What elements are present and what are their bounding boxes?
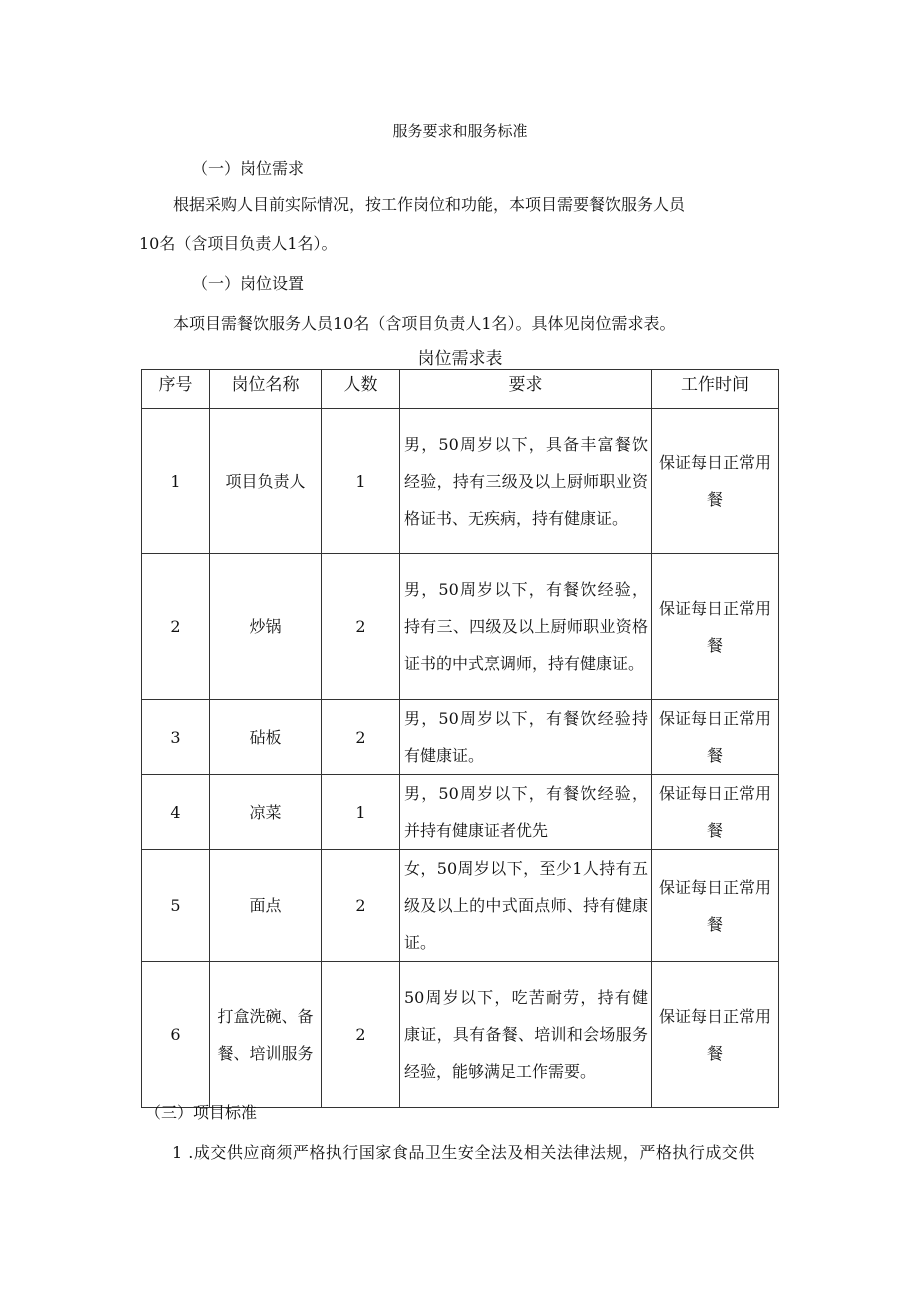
row-work-time: 保证每日正常用餐 [652,409,779,554]
header-work-time: 工作时间 [652,370,779,409]
table-row [142,554,779,700]
row-requirements: 男，50周岁以下，有餐饮经验，持有三、四级及以上厨师职业资格证书的中式烹调师，持有健康证。 [400,554,652,700]
row-position-name: 打盒洗碗、备餐、培训服务 [210,962,322,1108]
row-work-time: 保证每日正常用餐 [652,554,779,700]
row-position-name: 砧板 [210,700,322,775]
row-position-name: 凉菜 [210,775,322,850]
row-requirements: 男，50周岁以下，具备丰富餐饮经验，持有三级及以上厨师职业资格证书、无疾病，持有健康证。 [400,409,652,554]
row-position-name: 项目负责人 [210,409,322,554]
section1-paragraph-line1: 根据采购人目前实际情况，按工作岗位和功能，本项目需要餐饮服务人员 [173,195,686,214]
row-no: 1 [142,409,210,554]
section1-paragraph-line2: 10名（含项目负责人1名）。 [139,234,338,253]
table-row [142,409,779,554]
table-row [142,850,779,962]
header-headcount: 人数 [322,370,400,409]
table-row [142,700,779,775]
section3-heading: （三）项目标准 [145,1103,258,1122]
section1-heading: （一）岗位需求 [192,159,305,178]
row-headcount: 1 [322,775,400,850]
table-row [142,962,779,1108]
document-title: 服务要求和服务标准 [392,122,528,140]
row-work-time: 保证每日正常用餐 [652,775,779,850]
table-caption: 岗位需求表 [417,349,503,369]
row-headcount: 2 [322,700,400,775]
row-position-name: 炒锅 [210,554,322,700]
row-work-time: 保证每日正常用餐 [652,962,779,1108]
section2-paragraph: 本项目需餐饮服务人员10名（含项目负责人1名）。具体见岗位需求表。 [173,314,676,333]
row-requirements: 男，50周岁以下，有餐饮经验，并持有健康证者优先 [400,775,652,850]
row-no: 2 [142,554,210,700]
table-header-row [142,370,779,409]
row-headcount: 2 [322,962,400,1108]
header-requirements: 要求 [400,370,652,409]
row-headcount: 2 [322,850,400,962]
row-work-time: 保证每日正常用餐 [652,700,779,775]
row-headcount: 2 [322,554,400,700]
table-row [142,775,779,850]
position-requirements-table [141,369,779,1108]
row-headcount: 1 [322,409,400,554]
row-requirements: 50周岁以下，吃苦耐劳，持有健康证，具有备餐、培训和会场服务经验，能够满足工作需要。 [400,962,652,1108]
row-requirements: 男，50周岁以下，有餐饮经验持有健康证。 [400,700,652,775]
row-no: 4 [142,775,210,850]
row-no: 5 [142,850,210,962]
row-work-time: 保证每日正常用餐 [652,850,779,962]
header-no: 序号 [142,370,210,409]
row-no: 3 [142,700,210,775]
row-no: 6 [142,962,210,1108]
section2-heading: （一）岗位设置 [192,274,305,293]
section3-item1: 1 .成交供应商须严格执行国家食品卫生安全法及相关法律法规，严格执行成交供 [172,1143,755,1162]
header-position-name: 岗位名称 [210,370,322,409]
row-requirements: 女，50周岁以下，至少1人持有五级及以上的中式面点师、持有健康证。 [400,850,652,962]
row-position-name: 面点 [210,850,322,962]
